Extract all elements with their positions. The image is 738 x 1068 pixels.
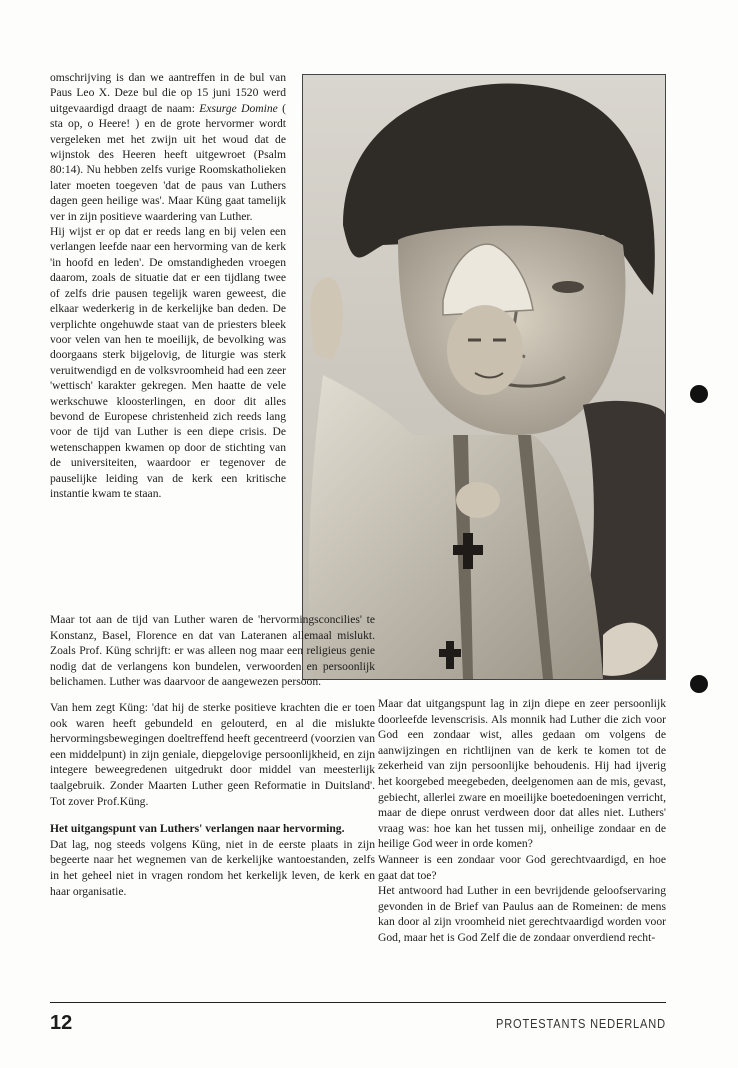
wide-paragraph — [50, 612, 375, 690]
page-number: 12 — [50, 1012, 73, 1034]
paragraph: Maar dat uitgangspunt lag in zijn diepe en zeer persoonlijk doorleefde levenscrisis. Als monnik had Luther die zich voor God een zondaar wist, alles gedaan om volgens de aanwijzingen en richtlijnen van de kerk te komen tot de zekerheid van zijn persoonlijke behoudenis. Hij had ijverig het koorgebed meegebeden, deelgenomen aan de mis, gevast, gebiecht, allerlei zware en moeilijke boetedoeningen verricht, maar de diepe onrust verdween door dat alles niet. Luthers' vraag was: hoe kan het tussen mij, onheilige zondaar en de heilige God weer in orde komen? — [378, 697, 666, 851]
photo-collage — [302, 74, 666, 680]
right-column — [378, 696, 666, 946]
paragraph: omschrijving is dan we aantreffen in de bul van Paus Leo X. Deze bul die op 15 juni 1520 werd uitgevaardigd draagt de naam: Exsurge Domine ( sta op, o Heere! ) en de grote hervormer wordt vergeleken met het zwijn uit het woud dat de wijnstok des Heeren heeft uitgewroet (Psalm 80:14). Nu hebben zelfs vurige Roomskatholieken later moeten toegeven 'dat de paus van Luthers dagen geen heilige was'. Maar Küng gaat tamelijk ver in zijn positieve waardering van Luther. — [50, 71, 287, 223]
left-column — [50, 70, 286, 501]
footer-divider — [50, 1002, 666, 1003]
paragraph: Het antwoord had Luther in een bevrijdende geloofservaring gevonden in de Brief van Paulus aan de Romeinen: de mens kan door al zijn vroomheid niet gerechtvaardigd worden voor God, maar het is God Zelf die de zondaar onverdiend recht- — [378, 884, 666, 944]
paragraph: Hij wijst er op dat er reeds lang en bij velen een verlangen leefde naar een hervorming van de kerk 'in hoofd en leden'. De omstandigheden vroegen daarom, zoals de situatie dat er een tijdlang twee of zelfs drie pausen tegelijk waren geweest, die elkaar wederkerig in de kerkelijke ban deden. De verplichte ongehuwde staat van de priesters bleek voor velen van hen te moeilijk, de bevolking was doorgaans sterk bijgelovig, de liturgie was sterk veruitwendigd en de volksvroomheid had een zeer 'wettisch' karakter gekregen. Men haatte de vele werkschuwe kloosterlingen, en door dit alles bevond de Europese christenheid zich reeds lang voor de tijd van Luther is een diepe crisis. De wetenschappen kwamen op door de stichting van de universiteiten, waardoor er tegenover de pauselijke leiding van de kerk een kritische instantie kwam te staan. — [50, 225, 286, 500]
paragraph: Wanneer is een zondaar voor God gerechtvaardigd, en hoe gaat dat toe? — [378, 852, 666, 882]
paragraph: Maar tot aan de tijd van Luther waren de 'hervormingsconcilies' te Konstanz, Basel, Florence en dat van Lateranen allemaal mislukt. Zoals Prof. Küng schrijft: er was alleen nog maar een religieus genie nodig dat de verlangens kon bundelen, verwoorden en persoonlijk belichamen. Luther was daarvoor de aangewezen persoon. — [50, 613, 375, 689]
binder-hole — [690, 385, 708, 403]
paragraph: Dat lag, nog steeds volgens Küng, niet in de eerste plaats in zijn begeerte naar het wegnemen van de kerkelijke wantoestanden, zelfs in het geheel niet in vragen rondom het kerkelijk leven, de kerk en haar organisatie. — [50, 837, 375, 898]
paragraph: Van hem zegt Küng: 'dat hij de sterke positieve krachten die er toen ook waren heeft gebundeld en gelouterd, en al die mislukte hervormingsbewegingen doeltreffend heeft gecentreerd (voorzien van een middelpunt) in zijn geniale, diepgelovige persoonlijkheid, en zijn integere beweegredenen uitgedrukt door middel van meesterlijk taalgebruik. Zonder Maarten Luther geen Reformatie in Duitsland'. Tot zover Prof.Küng. — [50, 701, 375, 808]
section-heading: Het uitgangspunt van Luthers' verlangen naar hervorming. — [50, 822, 345, 836]
magazine-title: PROTESTANTS NEDERLAND — [496, 1016, 666, 1031]
bottom-left-column — [50, 700, 375, 899]
pope-and-luther-image — [303, 75, 665, 679]
binder-hole — [690, 675, 708, 693]
bull-title: Exsurge Domine — [199, 101, 278, 115]
